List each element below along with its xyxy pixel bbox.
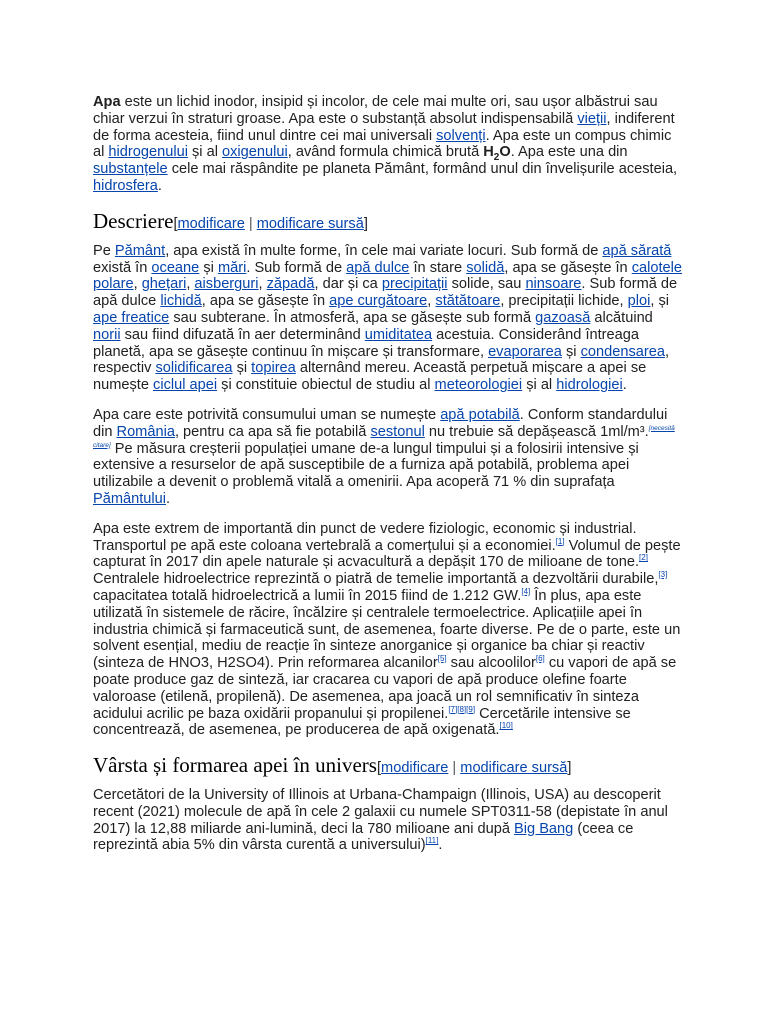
text: . Sub formă de apă dulce — [93, 276, 678, 310]
text: cele mai răspândite pe planeta Pământ, formând unul din învelișurile acesteia, — [167, 161, 678, 178]
reference-link[interactable]: [5] — [437, 654, 447, 664]
reference-sup — [536, 654, 545, 663]
text: cu vapori de apă se poate produce gaz de sinteză, iar cracarea cu vapori de apă produce olefine foarte valoroase (etilenă, propilenă). De asemenea, apa joacă un rol semnificativ în sinteza acidului acrilic pe baza oxidării propanului și propilenei. — [93, 655, 677, 722]
reference-sup — [500, 721, 513, 730]
text: Centralele hidroelectrice reprezintă o piatră de temelie importantă a dezvoltării durabile, — [93, 571, 659, 588]
descriere-paragraph-1 — [93, 243, 683, 394]
bracket-open: [ — [173, 215, 178, 232]
text: . Conform standardului din — [93, 406, 668, 440]
text: , și — [650, 293, 670, 310]
heading-text: Descriere — [93, 208, 174, 233]
link-ciclul-apei[interactable]: ciclul apei — [153, 377, 218, 394]
text: (ceea ce reprezintă abia 5% din vârsta curentă a universului) — [93, 820, 634, 854]
text: este un lichid inodor, insipid și incolor, de cele mai multe ori, sau ușor albăstrui sau chiar verzui în straturi groase. Apa este o substanță absolut indispensabilă — [93, 94, 658, 127]
edit-separator: | — [448, 760, 461, 777]
link-oceane[interactable]: oceane — [151, 259, 200, 276]
varsta-paragraph-1 — [93, 787, 683, 854]
link-ape-curgatoare[interactable]: ape curgătoare — [329, 293, 428, 310]
text: solide, sau — [447, 276, 526, 293]
text: în stare — [409, 259, 467, 276]
text: și al — [522, 377, 557, 394]
reference-sup — [658, 570, 667, 579]
link-hidrogenului[interactable]: hidrogenului — [108, 144, 188, 161]
text: , — [186, 276, 195, 293]
text: capacitatea totală hidroelectrică a lumii în 2015 fiind de 1.212 GW. — [93, 587, 522, 604]
link-ploi[interactable]: ploi — [627, 293, 651, 310]
text: acestuia. Considerând întreaga planetă, apa se găsește continuu în mișcare și transformare, — [93, 326, 640, 360]
descriere-paragraph-2 — [93, 407, 683, 508]
link-vietii[interactable]: vieții — [577, 110, 607, 127]
article-content — [93, 94, 683, 867]
reference-link[interactable]: [11] — [425, 836, 439, 846]
text: alcătuind — [590, 309, 653, 326]
section-edit-links — [377, 760, 571, 776]
link-meteorologiei[interactable]: meteorologiei — [434, 377, 523, 394]
link-citation-needed[interactable]: [necesită citare] — [93, 424, 675, 449]
text: . Apa este un compus chimic al — [93, 127, 672, 161]
reference-link[interactable]: [3] — [658, 570, 668, 580]
reference-sup — [556, 537, 565, 546]
text: , — [258, 276, 267, 293]
link-pamant[interactable]: Pământ — [114, 242, 166, 259]
formula-h: H — [483, 144, 494, 161]
link-ninsoare[interactable]: ninsoare — [525, 276, 582, 293]
link-precipitatii[interactable]: precipitații — [381, 276, 448, 293]
reference-link[interactable]: [7] — [448, 704, 458, 714]
text: , dar și ca — [314, 276, 382, 293]
text: , pentru ca apa să fie potabilă — [174, 423, 371, 440]
link-romania[interactable]: România — [116, 423, 175, 440]
link-substantele[interactable]: substanțele — [93, 161, 168, 178]
text: . — [166, 490, 171, 507]
link-oxigenului[interactable]: oxigenului — [222, 144, 288, 161]
edit-source-link[interactable]: modificare sursă — [460, 760, 568, 777]
text: . — [157, 177, 162, 194]
descriere-paragraph-3 — [93, 521, 683, 739]
text: alternând mereu. Această perpetuă mișcare a apei se numește — [93, 360, 647, 394]
text: . — [622, 377, 627, 394]
link-gazoasa[interactable]: gazoasă — [535, 309, 591, 326]
text: , — [133, 276, 142, 293]
text: sau subterane. În atmosferă, apa se găsește sub formă — [169, 309, 536, 326]
formula-o: O — [499, 144, 511, 161]
link-apa-dulce[interactable]: apă dulce — [346, 259, 410, 276]
text: . — [438, 837, 443, 854]
link-topirea[interactable]: topirea — [251, 360, 296, 377]
formula-subscript: 2 — [493, 152, 500, 164]
link-solidificarea[interactable]: solidificarea — [155, 360, 233, 377]
reference-sup — [426, 836, 439, 845]
edit-link[interactable]: modificare — [177, 215, 245, 232]
term-apa: Apa — [93, 94, 121, 110]
link-mari[interactable]: mări — [217, 259, 247, 276]
text: , — [427, 293, 436, 310]
text: Volumul de pește capturat în 2017 din apele naturale și acvacultură a depășit 170 de milioane de tone. — [93, 537, 681, 571]
text: , apa se găsește în — [201, 293, 330, 310]
link-apa-sarata[interactable]: apă sărată — [602, 242, 672, 259]
link-statatoare[interactable]: stătătoare — [435, 293, 501, 310]
link-pamantului[interactable]: Pământului — [93, 490, 167, 507]
link-umiditatea[interactable]: umiditatea — [364, 326, 433, 343]
link-apa-potabila[interactable]: apă potabilă — [440, 406, 520, 423]
link-solventi[interactable]: solvenți — [436, 127, 486, 144]
section-edit-links — [173, 216, 367, 232]
text: Apa care este potrivită consumului uman se numește — [93, 406, 441, 423]
text: , indiferent de forma acesteia, fiind unul dintre cei mai universali — [93, 110, 675, 144]
edit-separator: | — [244, 215, 257, 232]
edit-link[interactable]: modificare — [381, 760, 449, 777]
text: Pe măsura creșterii populației umane de-a lungul timpului și a folosirii intensive și extensive a resurselor de apă susceptibile de a furniza apă potabilă, problema apei utilizabile a devenit o problemă vitală a omenirii. Apa acoperă 71 % din suprafața — [93, 440, 639, 491]
link-condensarea[interactable]: condensarea — [580, 343, 665, 360]
text: sau fiind difuzată în aer determinând — [120, 326, 365, 343]
text: și constituie obiectul de studiu al — [217, 377, 435, 394]
reference-link[interactable]: [2] — [639, 553, 648, 563]
link-hidrosfera[interactable]: hidrosfera — [93, 177, 158, 194]
text: . Apa este una din — [510, 144, 628, 161]
chemical-formula — [483, 144, 511, 164]
link-ape-freatice[interactable]: ape freatice — [93, 309, 170, 326]
text: , având formula chimică brută — [287, 144, 484, 161]
link-ghetari[interactable]: ghețari — [141, 276, 187, 293]
link-zapada[interactable]: zăpadă — [266, 276, 315, 293]
text: , apa se găsește în — [504, 259, 632, 276]
text: Cercetători de la University of Illinois at Urbana-Champaign (Illinois, USA) au descoperit recent (2021) molecule de apă în cele 2 galaxii cu numele SPT0311-58 (depistate în anul 2017) la 12,88 miliarde ani-lumină, deci la 780 milioane ani după — [93, 787, 668, 837]
reference-sup — [448, 705, 475, 714]
reference-link[interactable]: [6] — [535, 654, 545, 664]
reference-link[interactable]: [4] — [521, 586, 531, 596]
reference-link[interactable]: [1] — [555, 536, 565, 546]
link-hidrologiei[interactable]: hidrologiei — [556, 377, 623, 394]
bracket-close: ] — [567, 760, 572, 777]
link-evaporarea[interactable]: evaporarea — [488, 343, 562, 360]
link-calotele-polare[interactable]: calotele polare — [93, 259, 683, 293]
link-big-bang[interactable]: Big Bang — [514, 820, 574, 837]
edit-source-link[interactable]: modificare sursă — [256, 215, 364, 232]
text: și — [561, 343, 581, 360]
text: nu trebuie să depășească 1ml/m³. — [424, 423, 649, 440]
reference-link[interactable]: [8] — [457, 704, 467, 714]
reference-sup — [521, 587, 530, 596]
text: există în — [93, 259, 152, 276]
reference-sup — [438, 654, 447, 663]
intro-paragraph — [93, 94, 683, 195]
link-solida[interactable]: solidă — [466, 259, 505, 276]
text: , apa există în multe forme, în cele mai variate locuri. Sub formă de — [165, 242, 603, 259]
reference-sup — [639, 553, 648, 562]
link-aisberguri[interactable]: aisberguri — [194, 276, 259, 293]
text: , precipitații lichide, — [500, 293, 628, 310]
text: În plus, apa este utilizată în sistemele de răcire, încălzire și centralele termoelectrice. Aplicațiile apei în industria chimică și farmaceutică sunt, de asemenea, foarte diverse. Pe de o parte, este un solvent esențial, mediu de reacție în sinteze anorganice și organice ba chiar și reactiv (sinteza de HNO3, H2SO4). Prin reformarea alcanilor — [93, 587, 681, 672]
text: sau alcoolilor — [446, 655, 536, 672]
bracket-open: [ — [376, 760, 382, 777]
link-norii[interactable]: norii — [93, 326, 121, 343]
reference-link[interactable]: [9] — [466, 704, 476, 714]
text: și al — [187, 144, 223, 161]
reference-link[interactable]: [10] — [499, 721, 513, 731]
text: , respectiv — [93, 343, 670, 377]
bracket-close: ] — [363, 215, 368, 232]
text: Pe — [93, 242, 115, 259]
text: Apa este extrem de importantă din punct de vedere fiziologic, economic și industrial. Transportul pe apă este coloana vertebrală a comerțului și a economiei. — [93, 520, 637, 554]
text: și — [232, 360, 252, 377]
heading-text: Vârsta și formarea apei în univers — [93, 753, 377, 778]
text: . Sub formă de — [246, 259, 347, 276]
section-heading-descriere — [93, 208, 683, 237]
link-lichida[interactable]: lichidă — [160, 293, 202, 310]
link-sestonul[interactable]: sestonul — [370, 423, 425, 440]
section-heading-varsta — [93, 752, 683, 781]
text: și — [199, 259, 218, 276]
text: Cercetările intensive se concentrează, de asemenea, pe producerea de apă oxigenată. — [93, 705, 631, 739]
